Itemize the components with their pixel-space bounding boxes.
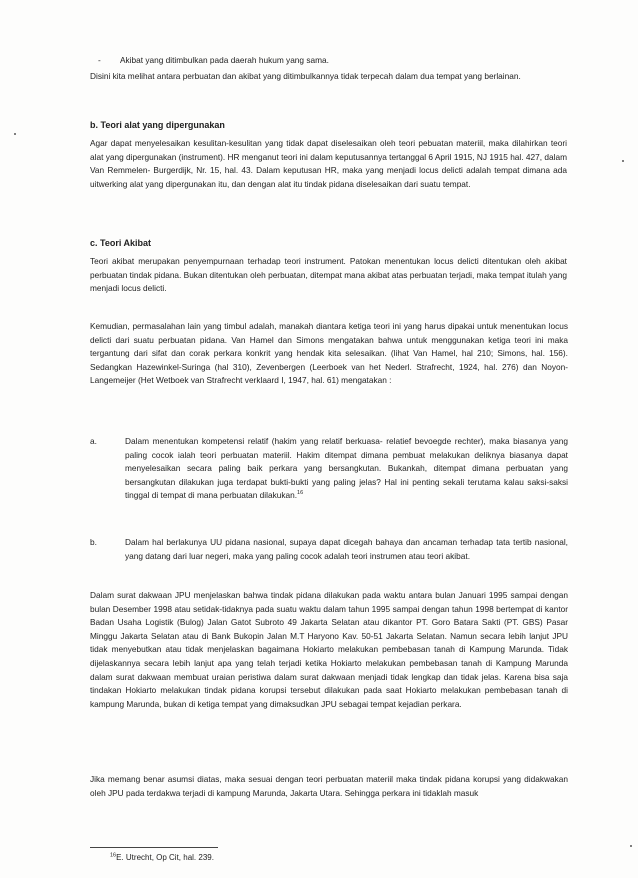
footnote-divider [90, 847, 218, 848]
footnote-number: 16 [110, 852, 117, 859]
section-b-heading: b. Teori alat yang dipergunakan [90, 120, 225, 130]
section-c-text: Teori akibat merupakan penyempurnaan terhadap teori instrument. Patokan menentukan locus delicti ditentukan oleh akibat perbuatan tindak pidana. Bukan ditentukan oleh perbuatan, ditempat mana akibat atas perbuatan terjadi, maka tempat itulah yang menjadi locus delicti. [90, 256, 567, 294]
section-c-heading: c. Teori Akibat [90, 238, 152, 248]
paragraph-4: Jika memang benar asumsi diatas, maka sesuai dengan teori perbuatan materiil maka tindak pidana korupsi yang didakwakan oleh JPU pada terdakwa terjadi di kampung Marunda, Jakarta Utara. Sehingga perkara ini tidaklah masuk [90, 774, 568, 798]
list-marker-b: b. [90, 537, 97, 547]
paragraph-1: Disini kita melihat antara perbuatan dan akibat yang ditimbulkannya tidak terpecah dalam dua tempat yang berlainan. [90, 71, 521, 81]
list-text-a: Dalam menentukan kompetensi relatif (hakim yang relatif berkuasa- relatief bevoegde rechter), maka biasanya yang paling cocok ialah teori perbuatan materiil. Hakim ditempat dimana pembuat melakukan deliknya biasanya dapat menyelesaikan secara paling baik perkara yang bersangkutan. Bukankah, ditempat dimana perbuatan yang bersangkutan dilakukan juga terdapat bukti-bukti yang paling jelas? Hal ini penting sekali terutama kalau saksi-saksi tinggal di tempat di mana perbuatan dilakukan. [125, 436, 568, 501]
footnote-ref: 16 [297, 490, 304, 497]
list-marker-a: a. [90, 436, 97, 446]
paragraph-3: Dalam surat dakwaan JPU menjelaskan bahwa tindak pidana dilakukan pada waktu antara bulan Januari 1995 sampai dengan bulan Desember 1998 atau setidak-tidaknya pada suatu waktu dalam tahun 1995 sampai dengan tahun 1998 bertempat di kantor Badan Usaha Logistik (Bulog) Jalan Gatot Subroto 49 Jakarta Selatan atau dikantor PT. Goro Batara Sakti (PT. GBS) Pasar Minggu Jakarta Selatan atau di Bank Bukopin Jalan M.T Haryono Kav. 50-51 Jakarta Selatan. Namun secara lebih lanjut JPU tidak menyebutkan atau tidak menjelaskan bagaimana Hokiarto melakukan pembebasan tanah di Kampung Marunda. Tidak dijelaskannya secara lebih lanjut apa yang telah terjadi ketika Hokiarto melakukan pembebasan tanah di Kampung Marunda dalam surat dakwaan membuat uraian peristiwa dalam surat dakwaan menjadi tidak lengkap dan tidak jelas. Karena bisa saja tindakan Hokiarto melakukan tindak pidana korupsi tersebut dilakukan pada saat Hokiarto melakukan pembebasan tanah di kampung Marunda, bukan di ketiga tempat yang dimaksudkan JPU sebagai tempat kejadian perkara. [90, 590, 568, 709]
footnote-text: E. Utrecht, Op Cit, hal. 239. [116, 853, 214, 862]
bullet-item-top [98, 54, 558, 68]
list-text-b: Dalam hal berlakunya UU pidana nasional, supaya dapat dicegah bahaya dan ancaman terhadap tata tertib nasional, yang datang dari luar negeri, maka yang paling cocok adalah teori instrumen atau teori akibat. [125, 537, 568, 561]
bullet-text: Akibat yang ditimbulkan pada daerah hukum yang sama. [120, 55, 329, 65]
bullet-marker: - [98, 55, 101, 65]
paragraph-2: Kemudian, permasalahan lain yang timbul adalah, manakah diantara ketiga teori ini yang harus dipakai untuk menentukan locus delicti dari suatu perbuatan pidana. Van Hamel dan Simons mengatakan bahwa untuk menggunakan ketiga teori ini maka tergantung dari sifat dan corak perkara konkrit yang hendak kita selesaikan. (lihat Van Hamel, hal 210; Simons, hal. 156). Sedangkan Hazewinkel-Suringa (hal 310), Zevenbergen (Leerboek van het Nederl. Strafrecht, 1924, hal. 276) dan Noyon- Langemeijer (Het Wetboek van Strafrecht verklaard I, 1947, hal. 61) mengatakan : [90, 321, 568, 386]
scan-speck [630, 845, 632, 847]
section-b-text: Agar dapat menyelesaikan kesulitan-kesulitan yang tidak dapat diselesaikan oleh teori pebuatan materiil, maka dilahirkan teori alat yang dipergunakan (instrument). HR menganut teori ini dalam keputusannya tertanggal 6 April 1915, NJ 1915 hal. 427, dalam Van Remmelen- Burgerdijk, Nr. 15, hal. 43. Dalam keputusan HR, maka yang menjadi locus delicti adalah tempat dimana ada uitwerking alat yang dipergunakan itu, dan dengan alat itu tindak pidana diselesaikan dari suatu tempat. [90, 138, 567, 189]
scan-speck [622, 160, 624, 162]
footnote [110, 851, 214, 865]
scan-speck [14, 133, 16, 135]
